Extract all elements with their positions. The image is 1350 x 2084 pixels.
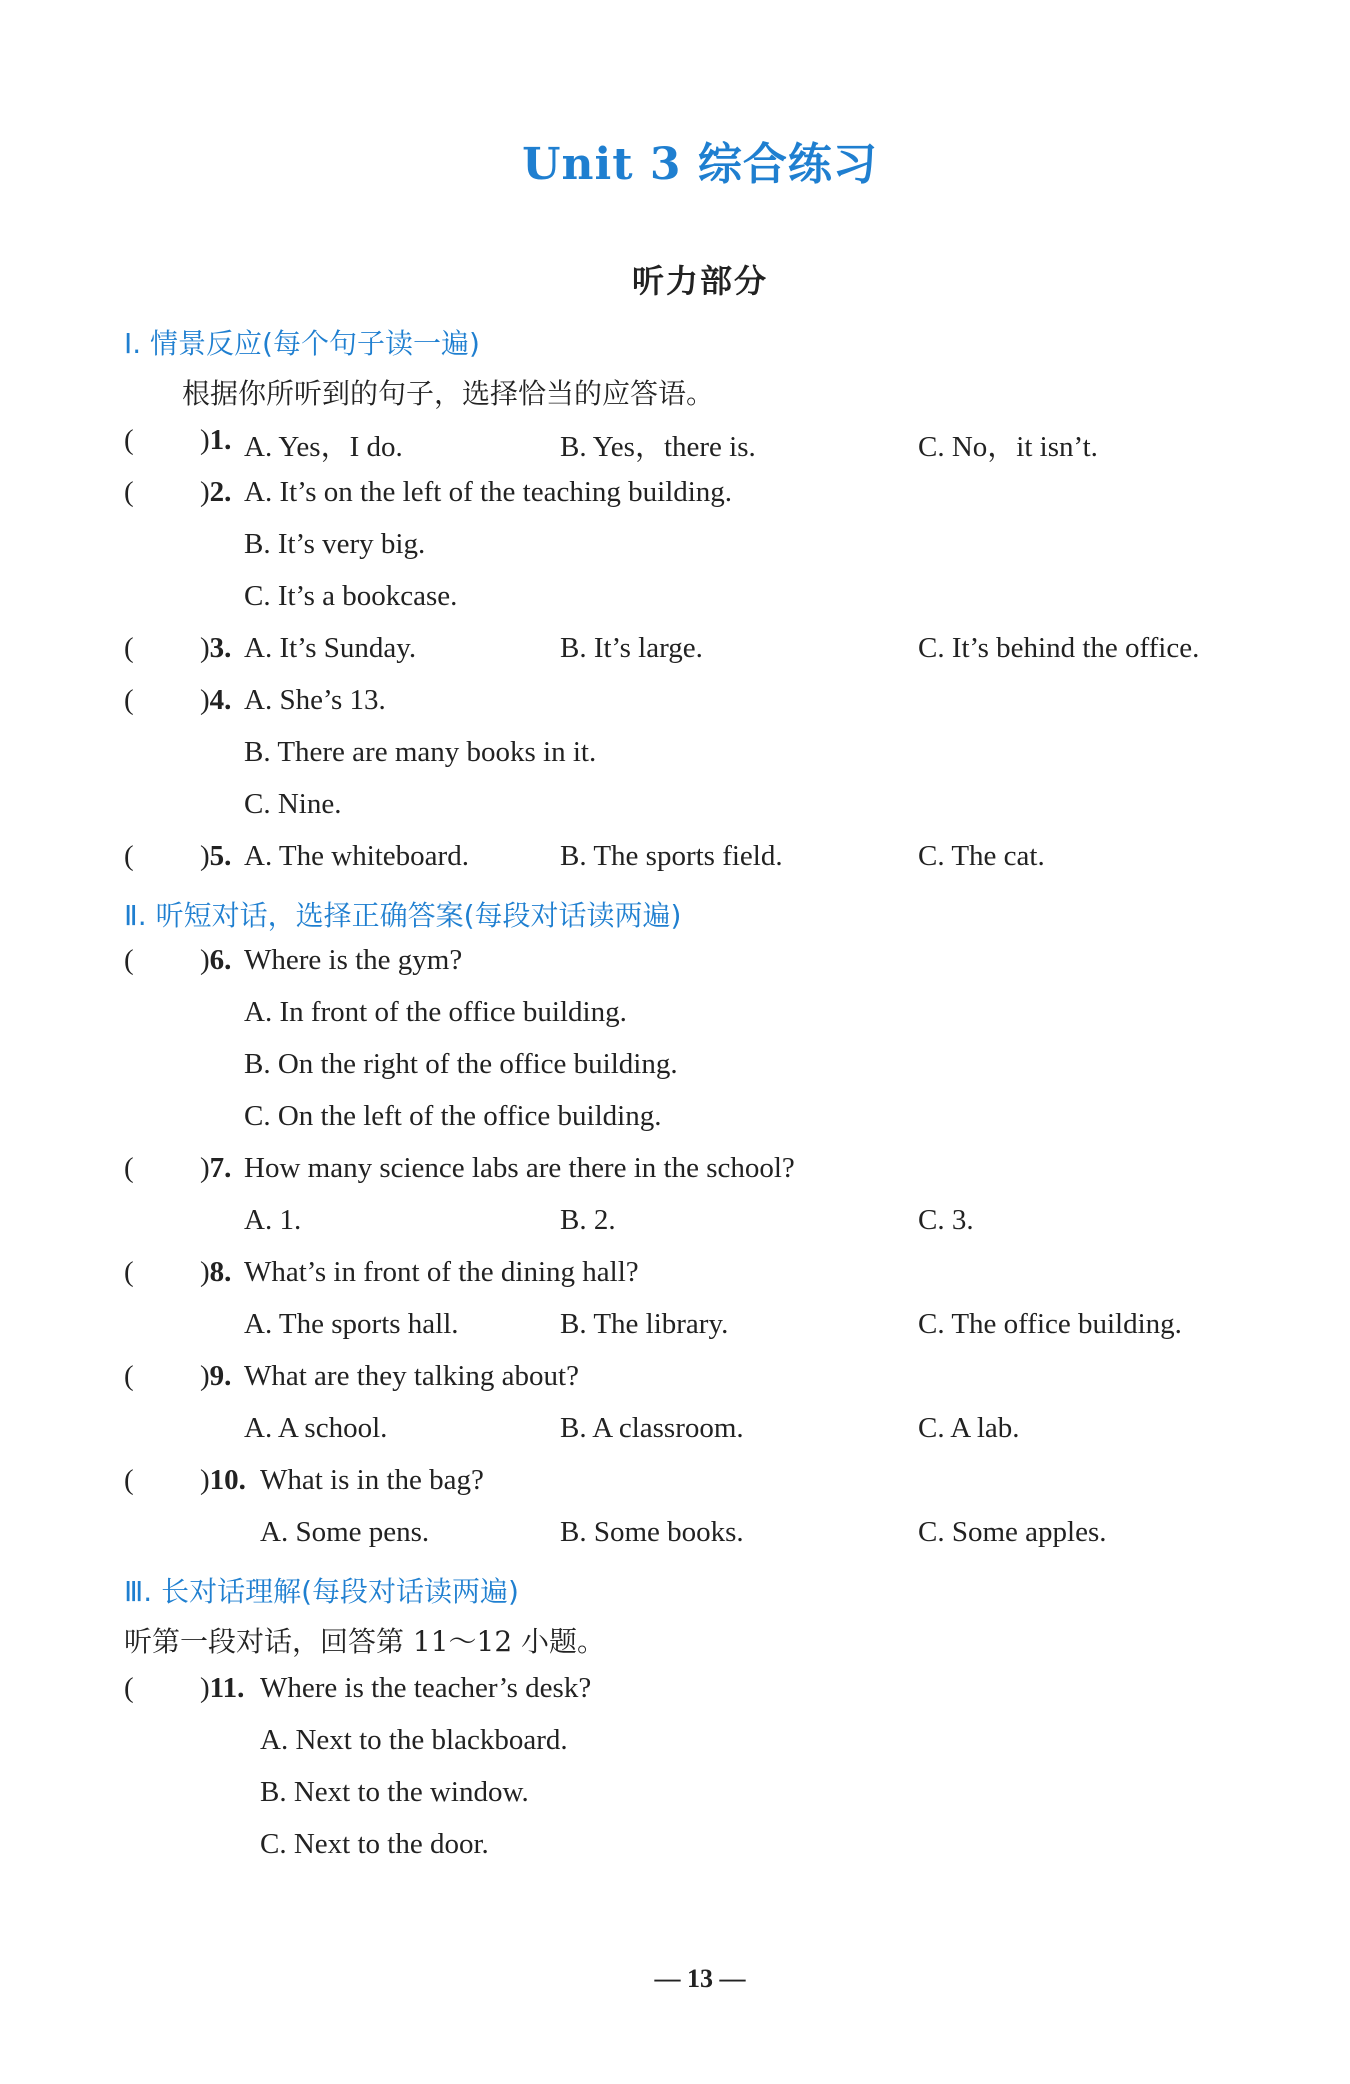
answer-bracket: ( xyxy=(124,684,134,716)
question-number: )1. xyxy=(200,424,232,456)
option-a: A. A school. xyxy=(244,1412,388,1444)
question-number: )6. xyxy=(200,944,232,976)
page-title: Unit 3 综合练习 xyxy=(522,139,878,190)
question-number: )3. xyxy=(200,632,232,664)
question-number: )8. xyxy=(200,1256,232,1288)
answer-bracket: ( xyxy=(124,1672,134,1704)
page-number: — 13 — xyxy=(654,1964,746,1993)
answer-bracket: ( xyxy=(124,632,134,664)
option-c: C. Some apples. xyxy=(918,1516,1107,1548)
option-c: C. 3. xyxy=(918,1204,974,1236)
option-c: C. It’s behind the office. xyxy=(918,632,1200,664)
option-b: B. There are many books in it. xyxy=(244,736,597,768)
answer-bracket: ( xyxy=(124,944,134,976)
question-number: )7. xyxy=(200,1152,232,1184)
question-stem: How many science labs are there in the school? xyxy=(244,1152,795,1184)
option-c: C. Nine. xyxy=(244,788,342,820)
section-3-heading: Ⅲ. 长对话理解(每段对话读两遍) xyxy=(124,1575,519,1608)
option-c: C. On the left of the office building. xyxy=(244,1100,662,1132)
option-b: B. Yes，there is. xyxy=(560,431,756,463)
question-stem: Where is the teacher’s desk? xyxy=(260,1672,592,1704)
section-3-instruction: 听第一段对话，回答第 11～12 小题。 xyxy=(124,1625,606,1658)
option-a: A. Next to the blackboard. xyxy=(260,1724,568,1756)
option-c: C. The office building. xyxy=(918,1308,1182,1340)
answer-bracket: ( xyxy=(124,424,134,456)
option-a: A. Yes，I do. xyxy=(244,431,403,463)
option-c: C. A lab. xyxy=(918,1412,1020,1444)
option-c: C. Next to the door. xyxy=(260,1828,489,1860)
option-a: A. 1. xyxy=(244,1204,302,1236)
question-number: )4. xyxy=(200,684,232,716)
option-b: B. On the right of the office building. xyxy=(244,1048,678,1080)
option-a: A. The whiteboard. xyxy=(244,840,469,872)
section-1-heading: Ⅰ. 情景反应(每个句子读一遍) xyxy=(124,327,480,360)
option-a: A. It’s on the left of the teaching building. xyxy=(244,476,733,508)
option-b: B. It’s very big. xyxy=(244,528,426,560)
question-stem: What’s in front of the dining hall? xyxy=(244,1256,639,1288)
answer-bracket: ( xyxy=(124,1152,134,1184)
option-c: C. No，it isn’t. xyxy=(918,431,1098,463)
question-stem: What are they talking about? xyxy=(244,1360,579,1392)
option-a: A. In front of the office building. xyxy=(244,996,627,1028)
question-number: )11. xyxy=(200,1672,245,1704)
section-subtitle: 听力部分 xyxy=(631,262,768,300)
option-b: B. A classroom. xyxy=(560,1412,744,1444)
answer-bracket: ( xyxy=(124,1360,134,1392)
option-b: B. The sports field. xyxy=(560,840,783,872)
option-b: B. It’s large. xyxy=(560,632,703,664)
answer-bracket: ( xyxy=(124,476,134,508)
question-stem: What is in the bag? xyxy=(260,1464,484,1496)
answer-bracket: ( xyxy=(124,840,134,872)
option-b: B. The library. xyxy=(560,1308,729,1340)
question-number: )2. xyxy=(200,476,232,508)
option-a: A. It’s Sunday. xyxy=(244,632,417,664)
answer-bracket: ( xyxy=(124,1256,134,1288)
question-number: )10. xyxy=(200,1464,246,1496)
option-c: C. The cat. xyxy=(918,840,1045,872)
option-b: B. Next to the window. xyxy=(260,1776,529,1808)
option-a: A. Some pens. xyxy=(260,1516,430,1548)
option-c: C. It’s a bookcase. xyxy=(244,580,458,612)
question-number: )9. xyxy=(200,1360,232,1392)
answer-bracket: ( xyxy=(124,1464,134,1496)
question-stem: Where is the gym? xyxy=(244,944,463,976)
option-b: B. Some books. xyxy=(560,1516,744,1548)
question-number: )5. xyxy=(200,840,232,872)
section-2-heading: Ⅱ. 听短对话，选择正确答案(每段对话读两遍) xyxy=(124,899,682,932)
section-1-instruction: 根据你所听到的句子，选择恰当的应答语。 xyxy=(182,377,715,410)
option-a: A. She’s 13. xyxy=(244,684,386,716)
option-b: B. 2. xyxy=(560,1204,616,1236)
option-a: A. The sports hall. xyxy=(244,1308,459,1340)
